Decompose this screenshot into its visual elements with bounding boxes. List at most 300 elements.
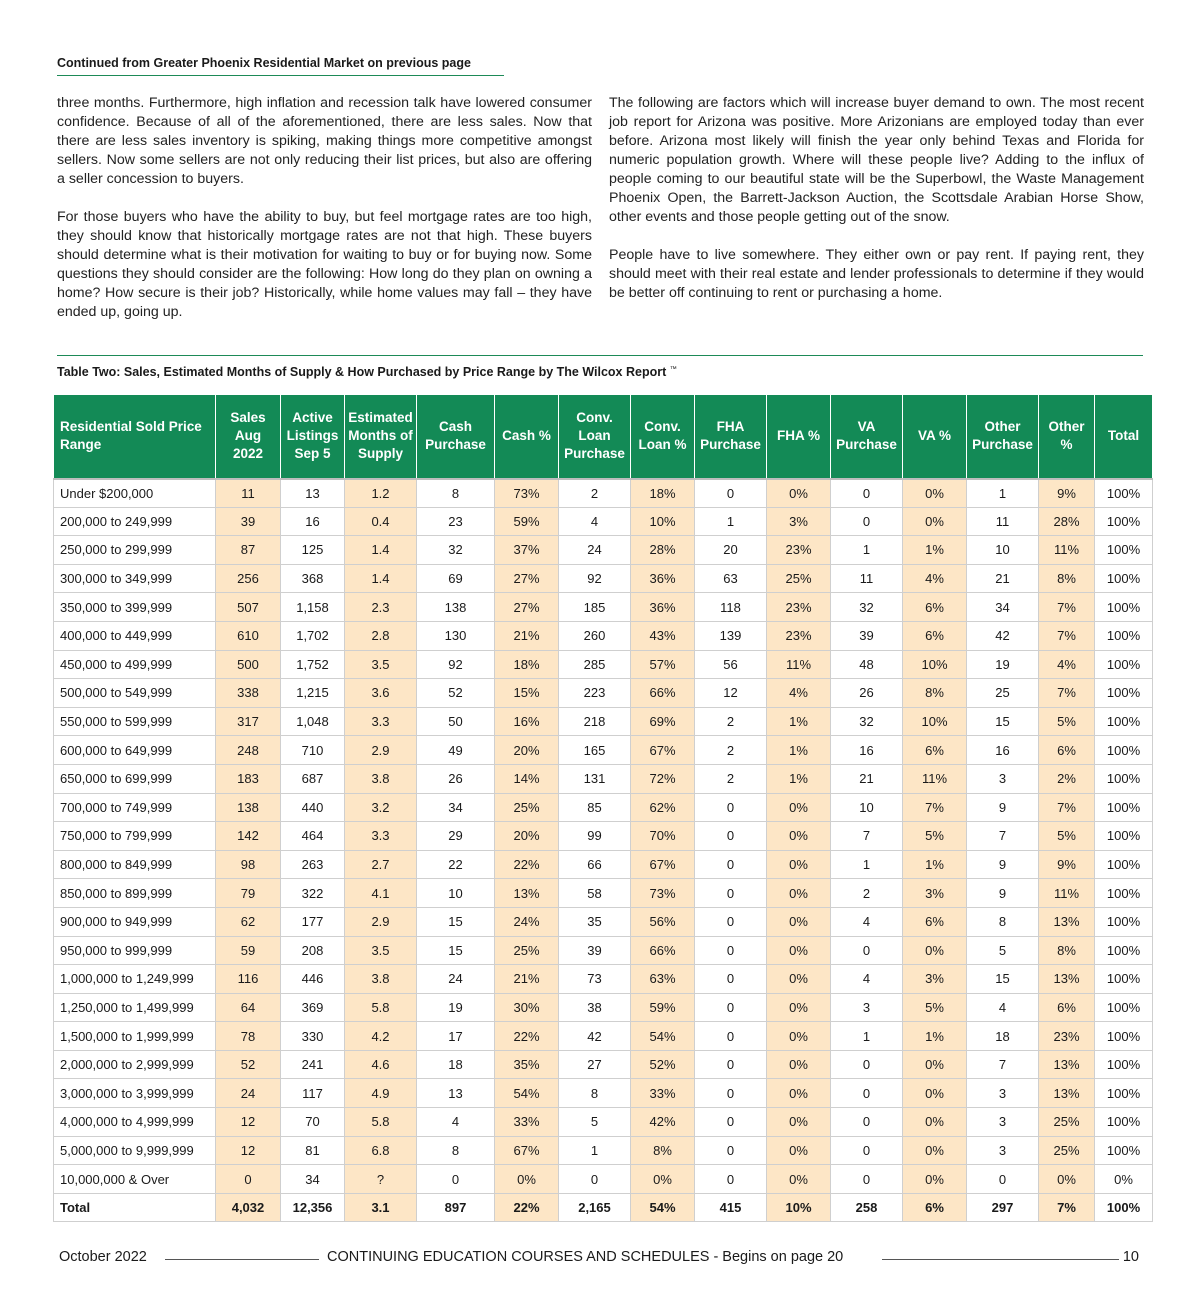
table-cell: 1% — [767, 764, 831, 793]
table-cell: 69 — [417, 564, 495, 593]
table-cell: 0 — [695, 993, 767, 1022]
table-cell: 27 — [559, 1050, 631, 1079]
table-cell: 218 — [559, 707, 631, 736]
table-cell: 263 — [281, 850, 345, 879]
table-cell: 1,048 — [281, 707, 345, 736]
table-cell: 26 — [831, 679, 903, 708]
table-row — [54, 679, 1153, 708]
column-header: FHA % — [767, 395, 831, 479]
article-column-left — [57, 94, 592, 341]
table-cell: 16 — [967, 736, 1039, 765]
table-cell: 100% — [1095, 993, 1153, 1022]
table-cell: 70% — [631, 822, 695, 851]
table-cell: 116 — [216, 965, 281, 994]
table-cell: 5% — [903, 822, 967, 851]
table-row — [54, 507, 1153, 536]
table-cell: 8% — [903, 679, 967, 708]
table-cell: 100% — [1095, 907, 1153, 936]
table-cell: 54% — [495, 1079, 559, 1108]
table-cell: 1% — [903, 850, 967, 879]
table-cell: 3 — [967, 1079, 1039, 1108]
column-header: VA % — [903, 395, 967, 479]
table-cell: 10% — [903, 707, 967, 736]
table-cell: 897 — [417, 1193, 495, 1222]
table-cell: 13% — [1039, 1050, 1095, 1079]
table-cell: 0 — [695, 1022, 767, 1051]
table-cell: 0% — [767, 1079, 831, 1108]
table-cell: 1% — [903, 1022, 967, 1051]
table-cell: 446 — [281, 965, 345, 994]
table-cell: 11 — [831, 564, 903, 593]
table-cell: 19 — [417, 993, 495, 1022]
table-cell: 6% — [903, 907, 967, 936]
table-cell: 24% — [495, 907, 559, 936]
table-cell: 183 — [216, 764, 281, 793]
price-range-cell: 800,000 to 849,999 — [54, 850, 216, 879]
table-row — [54, 564, 1153, 593]
table-cell: 3% — [903, 879, 967, 908]
table-cell: 62 — [216, 907, 281, 936]
table-cell: 0% — [767, 907, 831, 936]
column-header: Other % — [1039, 395, 1095, 479]
table-cell: 4,032 — [216, 1193, 281, 1222]
table-cell: 1.4 — [345, 564, 417, 593]
table-cell: 22% — [495, 850, 559, 879]
table-cell: 23% — [767, 536, 831, 565]
table-cell: 63% — [631, 965, 695, 994]
table-row — [54, 1079, 1153, 1108]
table-cell: 8% — [1039, 936, 1095, 965]
table-cell: 100% — [1095, 965, 1153, 994]
table-cell: 81 — [281, 1136, 345, 1165]
table-cell: 39 — [559, 936, 631, 965]
table-cell: 50 — [417, 707, 495, 736]
column-header: Sales Aug 2022 — [216, 395, 281, 479]
table-cell: 0 — [695, 879, 767, 908]
table-cell: 0% — [767, 1108, 831, 1137]
table-cell: 32 — [831, 707, 903, 736]
table-cell: 1 — [559, 1136, 631, 1165]
table-row — [54, 907, 1153, 936]
table-cell: 0 — [695, 479, 767, 508]
table-cell: 87 — [216, 536, 281, 565]
table-cell: 8% — [1039, 564, 1095, 593]
table-cell: 256 — [216, 564, 281, 593]
table-cell: 0% — [767, 1050, 831, 1079]
table-cell: 13 — [417, 1079, 495, 1108]
table-cell: 10 — [417, 879, 495, 908]
table-cell: 6.8 — [345, 1136, 417, 1165]
table-cell: 79 — [216, 879, 281, 908]
table-cell: 3% — [903, 965, 967, 994]
table-cell: 4.2 — [345, 1022, 417, 1051]
table-cell: 9% — [1039, 850, 1095, 879]
paragraph: The following are factors which will increase buyer demand to own. The most recent job report for Arizona was positive. More Arizonians are employed today than ever before. Arizona most likely will finish the year only behind Texas and Florida for numeric population growth. Where will these people live? Adding to the influx of people coming to our beautiful state will be the Superbowl, the Waste Management Phoenix Open, the Barrett-Jackson Auction, the Scottsdale Arabian Horse Show, other events and those people getting out of the snow. — [609, 95, 1144, 225]
table-cell: 21 — [831, 764, 903, 793]
table-cell: 32 — [831, 593, 903, 622]
price-range-cell: 1,250,000 to 1,499,999 — [54, 993, 216, 1022]
table-cell: 5.8 — [345, 1108, 417, 1137]
paragraph: three months. Furthermore, high inflation and recession talk have lowered consumer confidence. Because of all of the aforementioned, there are less sales. Now that there are less sales inventory is spiking, making things more competitive amongst sellers. Now some sellers are not only reducing their list prices, but also are offering a seller concession to buyers. — [57, 95, 592, 187]
table-cell: 73 — [559, 965, 631, 994]
table-cell: 710 — [281, 736, 345, 765]
section-divider — [57, 355, 1143, 356]
table-cell: 63 — [695, 564, 767, 593]
table-cell: 14% — [495, 764, 559, 793]
table-cell: 59 — [216, 936, 281, 965]
page-footer — [59, 1249, 1139, 1269]
price-range-cell: Total — [54, 1193, 216, 1222]
table-cell: 0 — [695, 822, 767, 851]
table-cell: 0 — [695, 1108, 767, 1137]
table-cell: 610 — [216, 621, 281, 650]
table-row — [54, 1165, 1153, 1194]
column-header: Cash Purchase — [417, 395, 495, 479]
table-cell: 0 — [967, 1165, 1039, 1194]
price-range-cell: 5,000,000 to 9,999,999 — [54, 1136, 216, 1165]
table-cell: 62% — [631, 793, 695, 822]
table-cell: 25% — [495, 793, 559, 822]
table-cell: 43% — [631, 621, 695, 650]
table-cell: 10% — [767, 1193, 831, 1222]
table-cell: 2 — [695, 736, 767, 765]
footer-rule — [882, 1259, 1119, 1260]
table-cell: 0% — [767, 993, 831, 1022]
table-cell: 5.8 — [345, 993, 417, 1022]
footer-center-text: CONTINUING EDUCATION COURSES AND SCHEDULES - Begins on page 20 — [327, 1249, 844, 1265]
table-cell: 0% — [767, 1165, 831, 1194]
table-cell: 21% — [495, 621, 559, 650]
table-cell: 0% — [767, 479, 831, 508]
table-cell: 8% — [631, 1136, 695, 1165]
table-cell: 23 — [417, 507, 495, 536]
table-cell: 3 — [967, 764, 1039, 793]
table-cell: 15 — [417, 907, 495, 936]
table-row — [54, 965, 1153, 994]
table-cell: 4% — [1039, 650, 1095, 679]
table-row — [54, 479, 1153, 508]
table-cell: 0 — [831, 1079, 903, 1108]
table-body — [54, 479, 1153, 1222]
table-cell: 10 — [967, 536, 1039, 565]
column-header: Total — [1095, 395, 1153, 479]
table-cell: 9 — [967, 793, 1039, 822]
table-cell: 2.9 — [345, 907, 417, 936]
table-cell: 3.2 — [345, 793, 417, 822]
table-cell: 130 — [417, 621, 495, 650]
table-cell: 67% — [631, 736, 695, 765]
table-cell: 1,752 — [281, 650, 345, 679]
table-cell: 52 — [417, 679, 495, 708]
table-cell: 56 — [695, 650, 767, 679]
table-cell: 18 — [417, 1050, 495, 1079]
table-cell: 54% — [631, 1022, 695, 1051]
table-cell: 19 — [967, 650, 1039, 679]
table-cell: 67% — [495, 1136, 559, 1165]
table-cell: 70 — [281, 1108, 345, 1137]
table-cell: 15 — [967, 707, 1039, 736]
table-cell: 3.3 — [345, 707, 417, 736]
table-cell: 322 — [281, 879, 345, 908]
table-cell: 8 — [417, 1136, 495, 1165]
table-cell: 0% — [1039, 1165, 1095, 1194]
table-cell: 2,165 — [559, 1193, 631, 1222]
table-cell: 34 — [967, 593, 1039, 622]
table-cell: 3.6 — [345, 679, 417, 708]
table-header-row — [54, 395, 1153, 479]
table-cell: 317 — [216, 707, 281, 736]
table-cell: 507 — [216, 593, 281, 622]
table-cell: 64 — [216, 993, 281, 1022]
table-cell: 3 — [967, 1136, 1039, 1165]
table-row — [54, 993, 1153, 1022]
table-cell: 5% — [903, 993, 967, 1022]
column-header: VA Purchase — [831, 395, 903, 479]
table-cell: 241 — [281, 1050, 345, 1079]
table-cell: 0 — [831, 1136, 903, 1165]
table-cell: 100% — [1095, 879, 1153, 908]
table-cell: 24 — [417, 965, 495, 994]
table-cell: 67% — [631, 850, 695, 879]
table-cell: 100% — [1095, 593, 1153, 622]
table-cell: 18% — [495, 650, 559, 679]
table-cell: 25% — [767, 564, 831, 593]
table-cell: 208 — [281, 936, 345, 965]
column-header: Conv. Loan Purchase — [559, 395, 631, 479]
table-cell: 125 — [281, 536, 345, 565]
table-cell: 100% — [1095, 650, 1153, 679]
table-cell: 100% — [1095, 1079, 1153, 1108]
table-cell: 3.8 — [345, 764, 417, 793]
table-cell: 39 — [831, 621, 903, 650]
table-cell: 687 — [281, 764, 345, 793]
table-cell: 66% — [631, 679, 695, 708]
table-cell: 0 — [695, 965, 767, 994]
table-cell: 6% — [1039, 736, 1095, 765]
article-column-right — [609, 94, 1144, 322]
table-cell: 8 — [559, 1079, 631, 1108]
price-range-cell: 400,000 to 449,999 — [54, 621, 216, 650]
column-header: Active Listings Sep 5 — [281, 395, 345, 479]
table-cell: 9% — [1039, 479, 1095, 508]
table-cell: 8 — [967, 907, 1039, 936]
table-cell: 99 — [559, 822, 631, 851]
table-cell: 4 — [967, 993, 1039, 1022]
table-cell: 29 — [417, 822, 495, 851]
table-cell: 0 — [559, 1165, 631, 1194]
table-cell: 0 — [831, 1050, 903, 1079]
table-cell: 440 — [281, 793, 345, 822]
table-cell: 248 — [216, 736, 281, 765]
table-cell: 100% — [1095, 707, 1153, 736]
table-cell: 5% — [1039, 822, 1095, 851]
table-row — [54, 621, 1153, 650]
price-range-cell: 3,000,000 to 3,999,999 — [54, 1079, 216, 1108]
table-cell: 13% — [495, 879, 559, 908]
table-cell: 54% — [631, 1193, 695, 1222]
table-cell: 21% — [495, 965, 559, 994]
table-cell: 7% — [1039, 679, 1095, 708]
price-range-cell: 2,000,000 to 2,999,999 — [54, 1050, 216, 1079]
table-cell: 20 — [695, 536, 767, 565]
table-cell: 100% — [1095, 1108, 1153, 1137]
table-cell: 2.7 — [345, 850, 417, 879]
table-cell: 6% — [903, 593, 967, 622]
table-cell: 6% — [1039, 993, 1095, 1022]
table-cell: 11% — [767, 650, 831, 679]
table-cell: 100% — [1095, 507, 1153, 536]
table-cell: 85 — [559, 793, 631, 822]
table-cell: 11% — [903, 764, 967, 793]
table-cell: 3.1 — [345, 1193, 417, 1222]
table-cell: 100% — [1095, 536, 1153, 565]
table-cell: 165 — [559, 736, 631, 765]
table-cell: 23% — [767, 621, 831, 650]
table-cell: 1.2 — [345, 479, 417, 508]
table-cell: 23% — [767, 593, 831, 622]
table-cell: 38 — [559, 993, 631, 1022]
table-cell: 258 — [831, 1193, 903, 1222]
price-range-cell: 350,000 to 399,999 — [54, 593, 216, 622]
table-cell: 285 — [559, 650, 631, 679]
table-cell: 131 — [559, 764, 631, 793]
table-cell: 21 — [967, 564, 1039, 593]
table-cell: 34 — [417, 793, 495, 822]
table-cell: 12 — [216, 1136, 281, 1165]
table-cell: 7% — [903, 793, 967, 822]
table-cell: 25% — [1039, 1136, 1095, 1165]
table-cell: 1,158 — [281, 593, 345, 622]
table-cell: 3.8 — [345, 965, 417, 994]
table-cell: 0% — [767, 879, 831, 908]
table-cell: 18% — [631, 479, 695, 508]
price-range-cell: 750,000 to 799,999 — [54, 822, 216, 851]
table-cell: 0 — [695, 1136, 767, 1165]
table-cell: 4 — [417, 1108, 495, 1137]
table-cell: 100% — [1095, 822, 1153, 851]
table-cell: 7 — [967, 1050, 1039, 1079]
table-cell: 30% — [495, 993, 559, 1022]
table-cell: 100% — [1095, 621, 1153, 650]
table-cell: 11% — [1039, 879, 1095, 908]
price-range-cell: 900,000 to 949,999 — [54, 907, 216, 936]
price-range-cell: 200,000 to 249,999 — [54, 507, 216, 536]
table-cell: 22 — [417, 850, 495, 879]
table-cell: 16% — [495, 707, 559, 736]
table-cell: 100% — [1095, 1022, 1153, 1051]
table-cell: 56% — [631, 907, 695, 936]
column-header: Conv. Loan % — [631, 395, 695, 479]
table-cell: 33% — [495, 1108, 559, 1137]
table-cell: 9 — [967, 850, 1039, 879]
table-row — [54, 736, 1153, 765]
table-cell: 13% — [1039, 965, 1095, 994]
table-cell: 73% — [495, 479, 559, 508]
table-row — [54, 650, 1153, 679]
table-cell: 185 — [559, 593, 631, 622]
table-cell: 7 — [831, 822, 903, 851]
table-cell: 5 — [967, 936, 1039, 965]
table-cell: 0% — [767, 1136, 831, 1165]
table-cell: 330 — [281, 1022, 345, 1051]
table-row — [54, 1022, 1153, 1051]
table-cell: 1 — [967, 479, 1039, 508]
table-cell: 24 — [559, 536, 631, 565]
table-cell: 0 — [695, 1050, 767, 1079]
continued-note: Continued from Greater Phoenix Residential Market on previous page — [57, 56, 504, 76]
footer-date: October 2022 — [59, 1249, 147, 1265]
table-cell: 33% — [631, 1079, 695, 1108]
table-cell: 73% — [631, 879, 695, 908]
table-cell: 78 — [216, 1022, 281, 1051]
table-cell: 100% — [1095, 1050, 1153, 1079]
table-cell: 25% — [495, 936, 559, 965]
table-cell: 0% — [767, 965, 831, 994]
table-cell: 1 — [831, 1022, 903, 1051]
table-cell: 1% — [903, 536, 967, 565]
table-cell: 52 — [216, 1050, 281, 1079]
table-cell: 6% — [903, 1193, 967, 1222]
table-cell: 0 — [216, 1165, 281, 1194]
table-cell: 34 — [281, 1165, 345, 1194]
table-cell: 11 — [967, 507, 1039, 536]
table-cell: 8 — [417, 479, 495, 508]
table-cell: 2.9 — [345, 736, 417, 765]
table-cell: 1 — [831, 850, 903, 879]
table-cell: 25 — [967, 679, 1039, 708]
table-cell: 0 — [695, 1165, 767, 1194]
table-cell: 0 — [695, 907, 767, 936]
table-cell: 1% — [767, 707, 831, 736]
table-cell: 0% — [903, 1165, 967, 1194]
table-cell: 10% — [631, 507, 695, 536]
table-cell: 98 — [216, 850, 281, 879]
table-cell: 27% — [495, 564, 559, 593]
table-cell: 368 — [281, 564, 345, 593]
table-cell: 11% — [1039, 536, 1095, 565]
column-header: Residential Sold Price Range — [54, 395, 216, 479]
table-cell: 2% — [1039, 764, 1095, 793]
table-row — [54, 1136, 1153, 1165]
table-cell: 0% — [767, 822, 831, 851]
table-cell: 2 — [831, 879, 903, 908]
table-cell: 66 — [559, 850, 631, 879]
table-cell: 0% — [767, 1022, 831, 1051]
table-cell: 0% — [767, 850, 831, 879]
table-cell: 0% — [767, 936, 831, 965]
table-cell: 17 — [417, 1022, 495, 1051]
table-cell: 100% — [1095, 564, 1153, 593]
table-cell: 52% — [631, 1050, 695, 1079]
paragraph: For those buyers who have the ability to buy, but feel mortgage rates are too high, they should know that historically mortgage rates are not that high. These buyers should determine what is their motivation for waiting to buy or for buying now. Some questions they should consider are the following: How long do they plan on owning a home? How secure is their job? Historically, while home values may fall – they have ended up, going up. — [57, 209, 592, 320]
table-cell: 100% — [1095, 850, 1153, 879]
table-cell: 72% — [631, 764, 695, 793]
price-range-cell: 1,000,000 to 1,249,999 — [54, 965, 216, 994]
table-cell: 415 — [695, 1193, 767, 1222]
table-cell: 1,702 — [281, 621, 345, 650]
column-header: FHA Purchase — [695, 395, 767, 479]
price-range-table — [53, 394, 1153, 1222]
table-cell: 24 — [216, 1079, 281, 1108]
table-cell: 26 — [417, 764, 495, 793]
table-cell: 18 — [967, 1022, 1039, 1051]
table-cell: 100% — [1095, 936, 1153, 965]
table-cell: 23% — [1039, 1022, 1095, 1051]
table-cell: 2 — [559, 479, 631, 508]
table-cell: 6% — [903, 621, 967, 650]
table-row — [54, 936, 1153, 965]
table-cell: 0 — [695, 793, 767, 822]
